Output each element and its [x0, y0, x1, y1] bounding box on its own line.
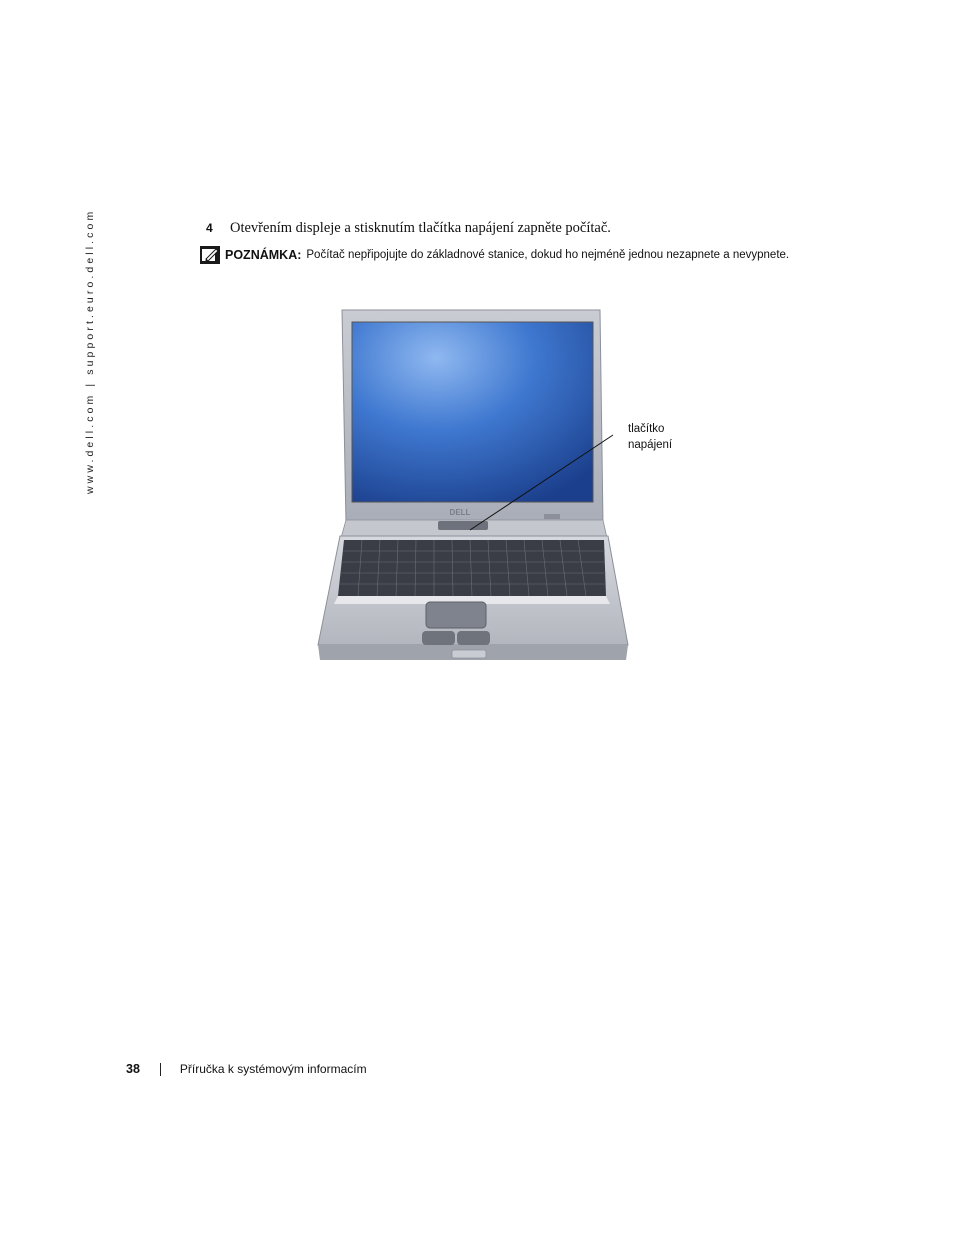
touchpad-right-button: [457, 631, 490, 645]
page-number: 38: [126, 1062, 140, 1076]
note-text: Počítač nepřipojujte do základnové stanice, dokud ho nejméně jednou nezapnete a nevypnete.: [306, 249, 790, 261]
page-footer: [126, 1062, 367, 1076]
note: [200, 246, 789, 264]
laptop-illustration: [310, 300, 690, 670]
step-number: 4: [206, 221, 213, 235]
touchpad: [426, 602, 486, 628]
note-label: POZNÁMKA:: [225, 248, 302, 262]
laptop-screen: [352, 322, 593, 502]
power-button-callout: [628, 421, 672, 453]
step-item: [206, 219, 611, 237]
callout-line-2: napájení: [628, 439, 673, 451]
pencil-note-icon: [200, 246, 220, 264]
step-text: Otevřením displeje a stisknutím tlačítka napájení zapněte počítač.: [230, 220, 611, 236]
dell-logo: DELL: [449, 508, 471, 517]
touchpad-left-button: [422, 631, 455, 645]
sidebar-url: www.dell.com | support.euro.dell.com: [84, 208, 96, 494]
footer-divider: [160, 1063, 161, 1076]
callout-line-1: tlačítko: [628, 423, 665, 435]
footer-title: Příručka k systémovým informacím: [179, 1062, 367, 1076]
power-button-strip: [438, 521, 488, 530]
